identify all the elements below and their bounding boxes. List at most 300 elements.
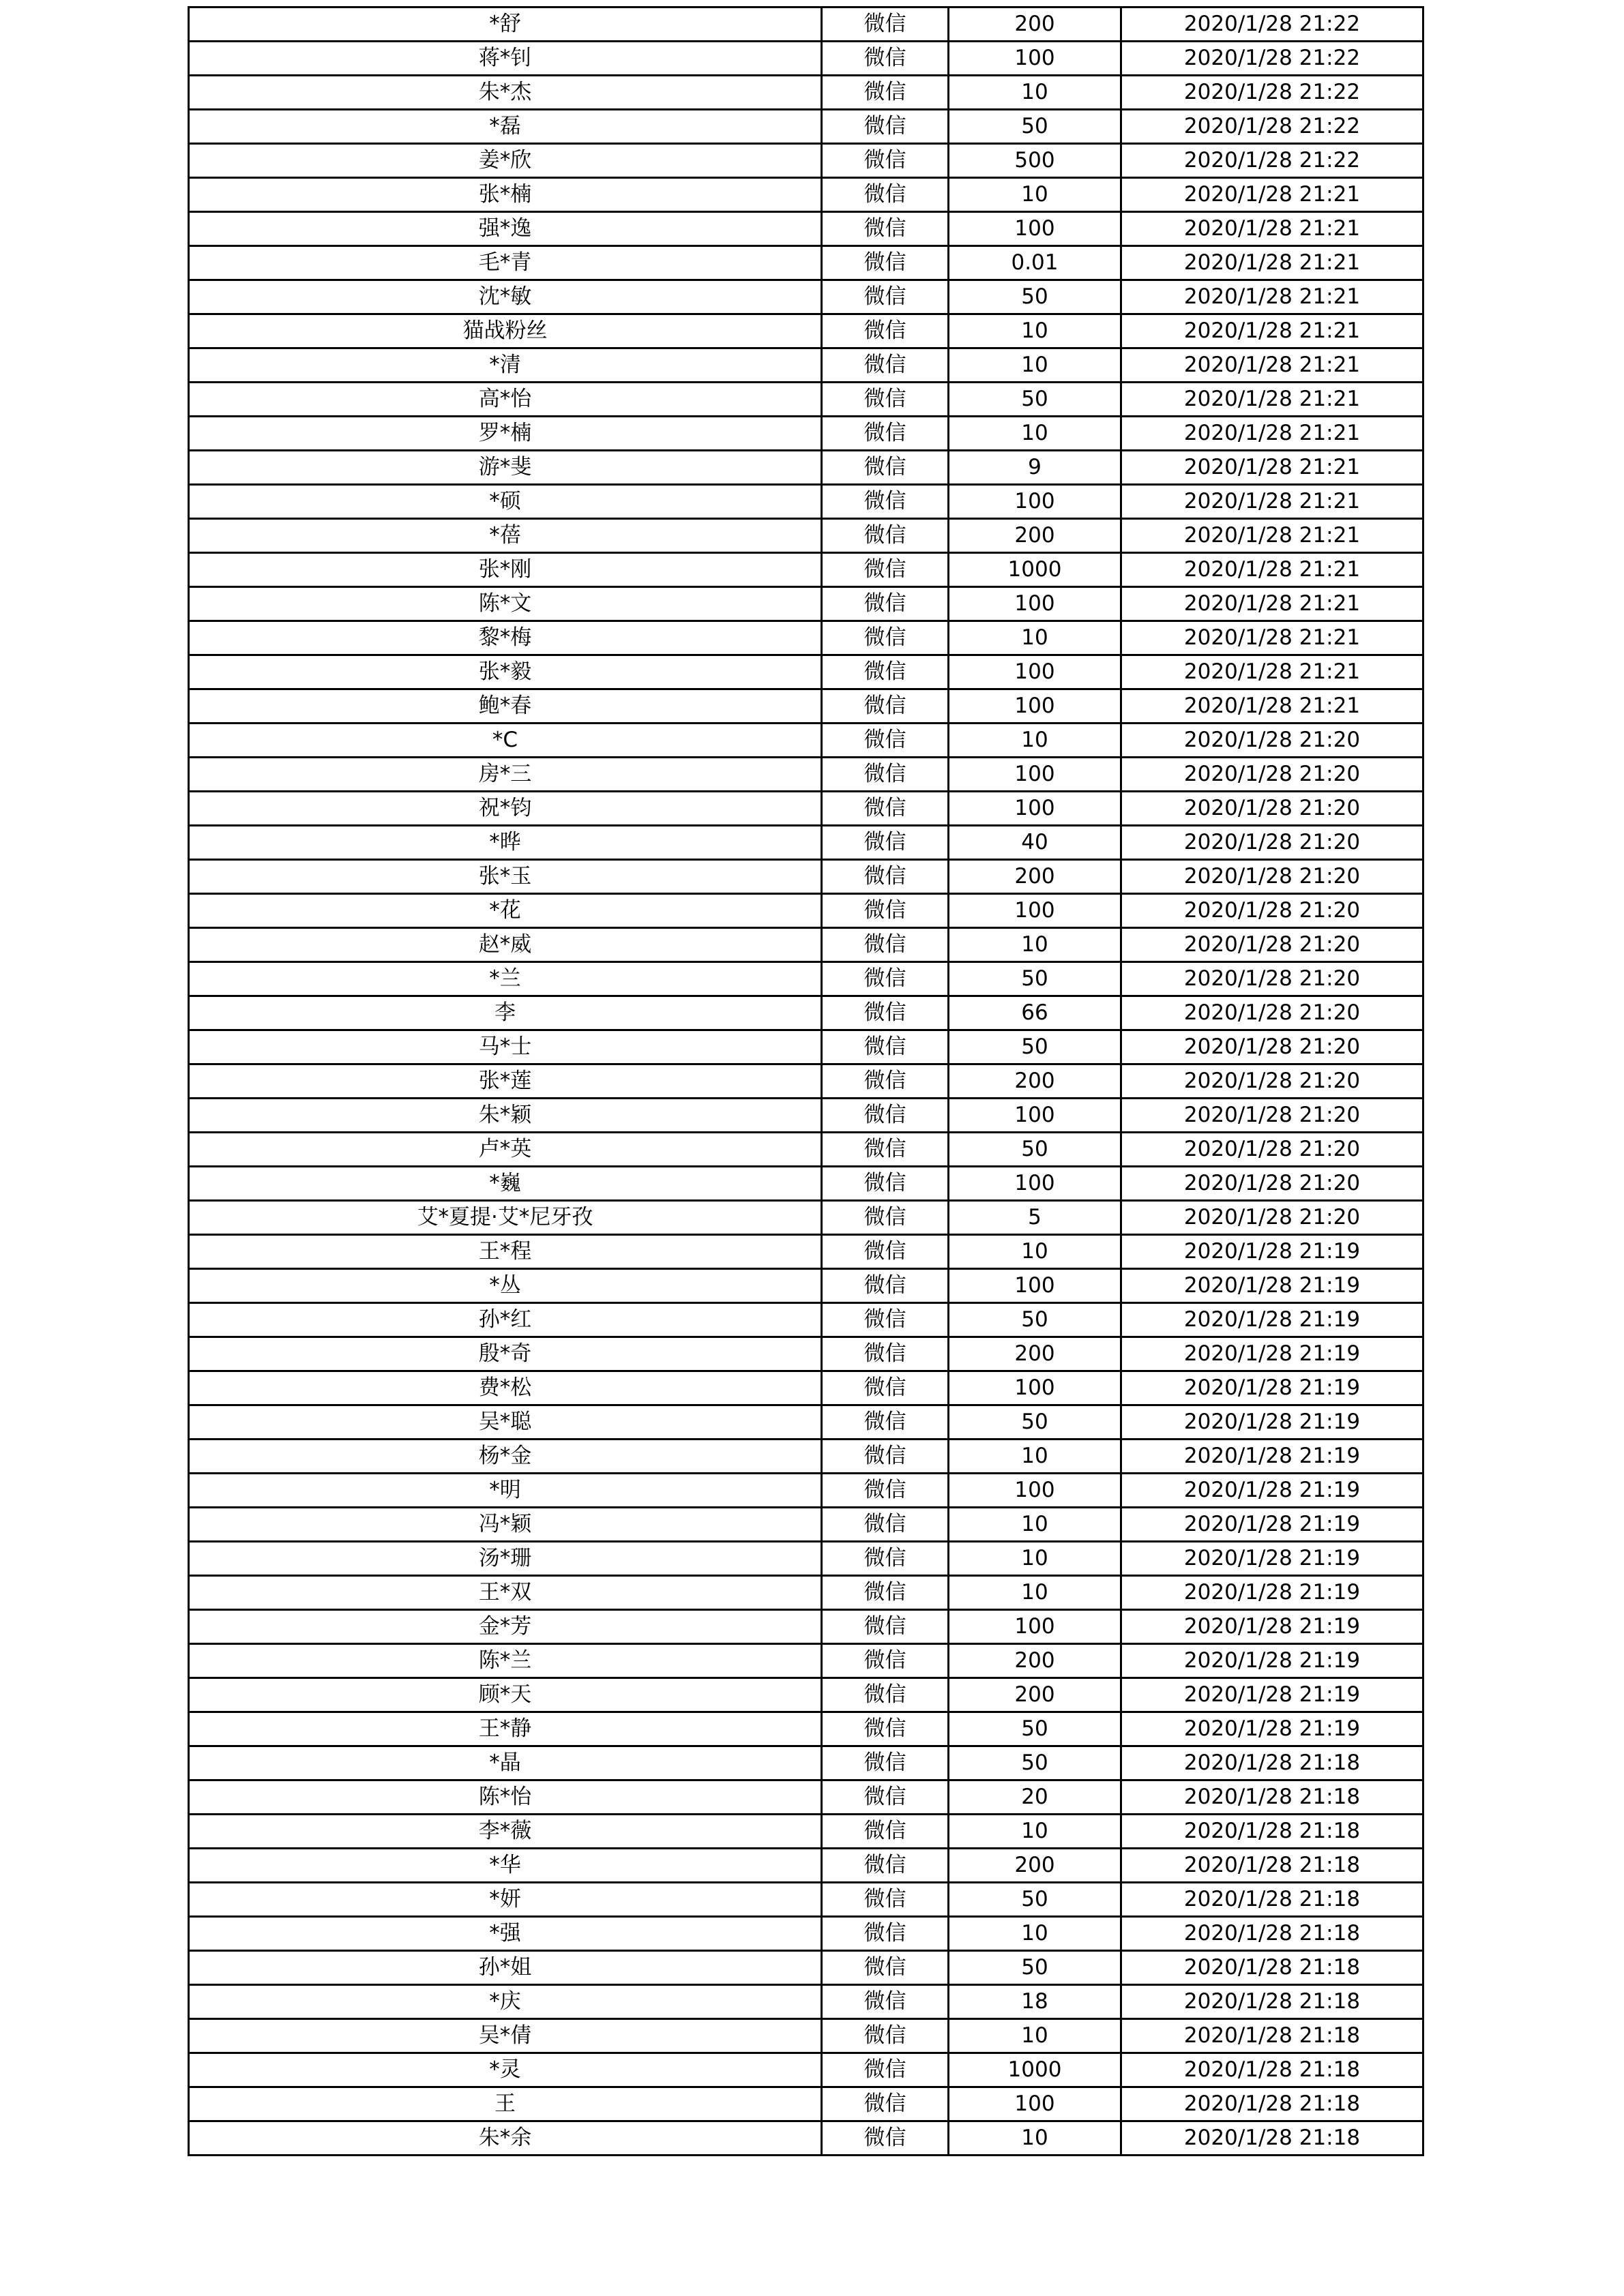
amount-cell: 100 — [949, 1099, 1121, 1133]
table-row — [189, 8, 1423, 42]
amount-cell: 200 — [949, 8, 1121, 42]
timestamp-cell: 2020/1/28 21:20 — [1121, 1167, 1423, 1201]
timestamp-cell: 2020/1/28 21:20 — [1121, 826, 1423, 860]
donation-table — [188, 6, 1424, 2156]
timestamp-cell: 2020/1/28 21:18 — [1121, 1917, 1423, 1951]
amount-cell: 50 — [949, 1883, 1121, 1917]
donor-name-cell: 王*静 — [189, 1712, 822, 1746]
payment-method-cell: 微信 — [822, 1440, 949, 1474]
amount-cell: 50 — [949, 383, 1121, 417]
amount-cell: 50 — [949, 1712, 1121, 1746]
table-row — [189, 1133, 1423, 1167]
donor-name-cell: 高*怡 — [189, 383, 822, 417]
amount-cell: 100 — [949, 587, 1121, 621]
timestamp-cell: 2020/1/28 21:19 — [1121, 1644, 1423, 1678]
table-row — [189, 212, 1423, 246]
payment-method-cell: 微信 — [822, 1337, 949, 1371]
timestamp-cell: 2020/1/28 21:20 — [1121, 996, 1423, 1030]
table-row — [189, 1235, 1423, 1269]
amount-cell: 10 — [949, 928, 1121, 962]
payment-method-cell: 微信 — [822, 2121, 949, 2156]
payment-method-cell: 微信 — [822, 1576, 949, 1610]
payment-method-cell: 微信 — [822, 1371, 949, 1405]
timestamp-cell: 2020/1/28 21:21 — [1121, 621, 1423, 655]
payment-method-cell: 微信 — [822, 724, 949, 758]
table-row — [189, 42, 1423, 76]
amount-cell: 10 — [949, 1917, 1121, 1951]
timestamp-cell: 2020/1/28 21:18 — [1121, 1985, 1423, 2019]
table-row — [189, 1644, 1423, 1678]
table-row — [189, 860, 1423, 894]
timestamp-cell: 2020/1/28 21:20 — [1121, 724, 1423, 758]
amount-cell: 100 — [949, 1610, 1121, 1644]
table-row — [189, 758, 1423, 792]
payment-method-cell: 微信 — [822, 860, 949, 894]
amount-cell: 10 — [949, 178, 1121, 212]
payment-method-cell: 微信 — [822, 1167, 949, 1201]
payment-method-cell: 微信 — [822, 894, 949, 928]
timestamp-cell: 2020/1/28 21:18 — [1121, 1746, 1423, 1780]
amount-cell: 50 — [949, 1133, 1121, 1167]
timestamp-cell: 2020/1/28 21:19 — [1121, 1508, 1423, 1542]
payment-method-cell: 微信 — [822, 2053, 949, 2087]
donor-name-cell: 王*程 — [189, 1235, 822, 1269]
donor-name-cell: *蓓 — [189, 519, 822, 553]
payment-method-cell: 微信 — [822, 212, 949, 246]
table-row — [189, 451, 1423, 485]
payment-method-cell: 微信 — [822, 1644, 949, 1678]
table-row — [189, 587, 1423, 621]
table-row — [189, 928, 1423, 962]
amount-cell: 40 — [949, 826, 1121, 860]
amount-cell: 10 — [949, 1508, 1121, 1542]
amount-cell: 10 — [949, 2121, 1121, 2156]
timestamp-cell: 2020/1/28 21:20 — [1121, 894, 1423, 928]
amount-cell: 200 — [949, 519, 1121, 553]
payment-method-cell: 微信 — [822, 1099, 949, 1133]
table-row — [189, 1064, 1423, 1099]
donor-name-cell: *灵 — [189, 2053, 822, 2087]
donor-name-cell: *清 — [189, 348, 822, 383]
table-row — [189, 1576, 1423, 1610]
payment-method-cell: 微信 — [822, 1542, 949, 1576]
donor-name-cell: 顾*天 — [189, 1678, 822, 1712]
amount-cell: 50 — [949, 1405, 1121, 1440]
donor-name-cell: 赵*威 — [189, 928, 822, 962]
donor-name-cell: 黎*梅 — [189, 621, 822, 655]
payment-method-cell: 微信 — [822, 996, 949, 1030]
amount-cell: 100 — [949, 212, 1121, 246]
timestamp-cell: 2020/1/28 21:18 — [1121, 1815, 1423, 1849]
timestamp-cell: 2020/1/28 21:20 — [1121, 792, 1423, 826]
donor-name-cell: 王 — [189, 2087, 822, 2121]
table-row — [189, 1167, 1423, 1201]
donor-name-cell: 卢*英 — [189, 1133, 822, 1167]
amount-cell: 100 — [949, 655, 1121, 689]
timestamp-cell: 2020/1/28 21:20 — [1121, 1099, 1423, 1133]
timestamp-cell: 2020/1/28 21:21 — [1121, 246, 1423, 280]
donor-name-cell: 罗*楠 — [189, 417, 822, 451]
amount-cell: 50 — [949, 1951, 1121, 1985]
donor-name-cell: 李 — [189, 996, 822, 1030]
payment-method-cell: 微信 — [822, 280, 949, 314]
donor-name-cell: 孙*姐 — [189, 1951, 822, 1985]
amount-cell: 100 — [949, 792, 1121, 826]
table-row — [189, 417, 1423, 451]
timestamp-cell: 2020/1/28 21:19 — [1121, 1405, 1423, 1440]
timestamp-cell: 2020/1/28 21:21 — [1121, 587, 1423, 621]
payment-method-cell: 微信 — [822, 110, 949, 144]
donor-name-cell: *花 — [189, 894, 822, 928]
table-row — [189, 2053, 1423, 2087]
table-row — [189, 962, 1423, 996]
amount-cell: 100 — [949, 894, 1121, 928]
timestamp-cell: 2020/1/28 21:18 — [1121, 2019, 1423, 2053]
amount-cell: 20 — [949, 1780, 1121, 1815]
table-row — [189, 1883, 1423, 1917]
table-row — [189, 2019, 1423, 2053]
donor-name-cell: 吴*聪 — [189, 1405, 822, 1440]
donor-name-cell: 鲍*春 — [189, 689, 822, 724]
payment-method-cell: 微信 — [822, 144, 949, 178]
payment-method-cell: 微信 — [822, 178, 949, 212]
donor-name-cell: 蒋*钊 — [189, 42, 822, 76]
donor-name-cell: 王*双 — [189, 1576, 822, 1610]
payment-method-cell: 微信 — [822, 1985, 949, 2019]
donor-name-cell: 猫战粉丝 — [189, 314, 822, 348]
payment-method-cell: 微信 — [822, 2019, 949, 2053]
timestamp-cell: 2020/1/28 21:19 — [1121, 1371, 1423, 1405]
payment-method-cell: 微信 — [822, 1849, 949, 1883]
table-row — [189, 1985, 1423, 2019]
donor-name-cell: 张*楠 — [189, 178, 822, 212]
amount-cell: 100 — [949, 1269, 1121, 1303]
timestamp-cell: 2020/1/28 21:18 — [1121, 2121, 1423, 2156]
donor-name-cell: *强 — [189, 1917, 822, 1951]
table-row — [189, 383, 1423, 417]
amount-cell: 10 — [949, 1235, 1121, 1269]
payment-method-cell: 微信 — [822, 1678, 949, 1712]
amount-cell: 200 — [949, 1337, 1121, 1371]
amount-cell: 50 — [949, 1030, 1121, 1064]
timestamp-cell: 2020/1/28 21:19 — [1121, 1678, 1423, 1712]
donor-name-cell: 汤*珊 — [189, 1542, 822, 1576]
table-row — [189, 621, 1423, 655]
amount-cell: 10 — [949, 724, 1121, 758]
table-row — [189, 1610, 1423, 1644]
table-row — [189, 1474, 1423, 1508]
payment-method-cell: 微信 — [822, 1746, 949, 1780]
timestamp-cell: 2020/1/28 21:21 — [1121, 553, 1423, 587]
table-row — [189, 1678, 1423, 1712]
donation-table-body — [189, 8, 1423, 2156]
amount-cell: 0.01 — [949, 246, 1121, 280]
amount-cell: 10 — [949, 1576, 1121, 1610]
amount-cell: 10 — [949, 1815, 1121, 1849]
amount-cell: 100 — [949, 1371, 1121, 1405]
donor-name-cell: *晔 — [189, 826, 822, 860]
donor-name-cell: 殷*奇 — [189, 1337, 822, 1371]
donor-name-cell: 姜*欣 — [189, 144, 822, 178]
donor-name-cell: *巍 — [189, 1167, 822, 1201]
payment-method-cell: 微信 — [822, 758, 949, 792]
table-row — [189, 1712, 1423, 1746]
amount-cell: 200 — [949, 1644, 1121, 1678]
donor-name-cell: 陈*怡 — [189, 1780, 822, 1815]
timestamp-cell: 2020/1/28 21:19 — [1121, 1542, 1423, 1576]
payment-method-cell: 微信 — [822, 1201, 949, 1235]
donor-name-cell: 房*三 — [189, 758, 822, 792]
table-row — [189, 792, 1423, 826]
amount-cell: 5 — [949, 1201, 1121, 1235]
payment-method-cell: 微信 — [822, 928, 949, 962]
timestamp-cell: 2020/1/28 21:19 — [1121, 1303, 1423, 1337]
payment-method-cell: 微信 — [822, 8, 949, 42]
amount-cell: 10 — [949, 348, 1121, 383]
table-row — [189, 655, 1423, 689]
donor-name-cell: *兰 — [189, 962, 822, 996]
amount-cell: 500 — [949, 144, 1121, 178]
timestamp-cell: 2020/1/28 21:18 — [1121, 1883, 1423, 1917]
donor-name-cell: 冯*颖 — [189, 1508, 822, 1542]
table-row — [189, 76, 1423, 110]
amount-cell: 100 — [949, 2087, 1121, 2121]
timestamp-cell: 2020/1/28 21:22 — [1121, 8, 1423, 42]
payment-method-cell: 微信 — [822, 1064, 949, 1099]
table-row — [189, 1303, 1423, 1337]
payment-method-cell: 微信 — [822, 826, 949, 860]
timestamp-cell: 2020/1/28 21:21 — [1121, 519, 1423, 553]
timestamp-cell: 2020/1/28 21:22 — [1121, 76, 1423, 110]
payment-method-cell: 微信 — [822, 1951, 949, 1985]
donor-name-cell: 朱*颖 — [189, 1099, 822, 1133]
table-row — [189, 314, 1423, 348]
amount-cell: 200 — [949, 1849, 1121, 1883]
table-row — [189, 1099, 1423, 1133]
amount-cell: 50 — [949, 110, 1121, 144]
payment-method-cell: 微信 — [822, 621, 949, 655]
table-row — [189, 1508, 1423, 1542]
amount-cell: 100 — [949, 485, 1121, 519]
table-row — [189, 246, 1423, 280]
payment-method-cell: 微信 — [822, 792, 949, 826]
donor-name-cell: 费*松 — [189, 1371, 822, 1405]
donor-name-cell: 孙*红 — [189, 1303, 822, 1337]
timestamp-cell: 2020/1/28 21:21 — [1121, 314, 1423, 348]
table-row — [189, 894, 1423, 928]
amount-cell: 100 — [949, 689, 1121, 724]
amount-cell: 10 — [949, 417, 1121, 451]
amount-cell: 200 — [949, 860, 1121, 894]
payment-method-cell: 微信 — [822, 1303, 949, 1337]
payment-method-cell: 微信 — [822, 962, 949, 996]
payment-method-cell: 微信 — [822, 1883, 949, 1917]
timestamp-cell: 2020/1/28 21:19 — [1121, 1235, 1423, 1269]
payment-method-cell: 微信 — [822, 417, 949, 451]
payment-method-cell: 微信 — [822, 587, 949, 621]
payment-method-cell: 微信 — [822, 314, 949, 348]
donor-name-cell: *丛 — [189, 1269, 822, 1303]
table-row — [189, 553, 1423, 587]
table-row — [189, 1542, 1423, 1576]
amount-cell: 200 — [949, 1064, 1121, 1099]
payment-method-cell: 微信 — [822, 1133, 949, 1167]
timestamp-cell: 2020/1/28 21:20 — [1121, 1133, 1423, 1167]
timestamp-cell: 2020/1/28 21:21 — [1121, 485, 1423, 519]
timestamp-cell: 2020/1/28 21:21 — [1121, 178, 1423, 212]
table-row — [189, 280, 1423, 314]
table-row — [189, 1951, 1423, 1985]
timestamp-cell: 2020/1/28 21:21 — [1121, 212, 1423, 246]
donor-name-cell: 张*毅 — [189, 655, 822, 689]
donor-name-cell: 游*斐 — [189, 451, 822, 485]
amount-cell: 10 — [949, 1440, 1121, 1474]
table-row — [189, 724, 1423, 758]
amount-cell: 50 — [949, 962, 1121, 996]
timestamp-cell: 2020/1/28 21:21 — [1121, 280, 1423, 314]
payment-method-cell: 微信 — [822, 1815, 949, 1849]
payment-method-cell: 微信 — [822, 519, 949, 553]
donor-name-cell: *磊 — [189, 110, 822, 144]
donor-name-cell: 朱*余 — [189, 2121, 822, 2156]
donor-name-cell: 李*薇 — [189, 1815, 822, 1849]
amount-cell: 50 — [949, 1303, 1121, 1337]
timestamp-cell: 2020/1/28 21:19 — [1121, 1440, 1423, 1474]
donor-name-cell: 马*士 — [189, 1030, 822, 1064]
donor-name-cell: 朱*杰 — [189, 76, 822, 110]
timestamp-cell: 2020/1/28 21:20 — [1121, 860, 1423, 894]
table-row — [189, 1440, 1423, 1474]
donor-name-cell: 张*玉 — [189, 860, 822, 894]
timestamp-cell: 2020/1/28 21:22 — [1121, 42, 1423, 76]
payment-method-cell: 微信 — [822, 655, 949, 689]
payment-method-cell: 微信 — [822, 485, 949, 519]
table-row — [189, 1269, 1423, 1303]
timestamp-cell: 2020/1/28 21:22 — [1121, 144, 1423, 178]
donor-name-cell: *晶 — [189, 1746, 822, 1780]
timestamp-cell: 2020/1/28 21:21 — [1121, 383, 1423, 417]
table-row — [189, 1405, 1423, 1440]
timestamp-cell: 2020/1/28 21:19 — [1121, 1610, 1423, 1644]
payment-method-cell: 微信 — [822, 246, 949, 280]
donor-name-cell: *硕 — [189, 485, 822, 519]
timestamp-cell: 2020/1/28 21:22 — [1121, 110, 1423, 144]
donor-name-cell: *明 — [189, 1474, 822, 1508]
donor-name-cell: 毛*青 — [189, 246, 822, 280]
timestamp-cell: 2020/1/28 21:18 — [1121, 1951, 1423, 1985]
amount-cell: 100 — [949, 1167, 1121, 1201]
timestamp-cell: 2020/1/28 21:19 — [1121, 1712, 1423, 1746]
payment-method-cell: 微信 — [822, 348, 949, 383]
table-row — [189, 1201, 1423, 1235]
donor-name-cell: 张*莲 — [189, 1064, 822, 1099]
table-row — [189, 178, 1423, 212]
table-row — [189, 1030, 1423, 1064]
timestamp-cell: 2020/1/28 21:20 — [1121, 1064, 1423, 1099]
payment-method-cell: 微信 — [822, 1474, 949, 1508]
payment-method-cell: 微信 — [822, 1712, 949, 1746]
payment-method-cell: 微信 — [822, 689, 949, 724]
amount-cell: 10 — [949, 76, 1121, 110]
table-row — [189, 144, 1423, 178]
amount-cell: 10 — [949, 314, 1121, 348]
donor-name-cell: *C — [189, 724, 822, 758]
amount-cell: 200 — [949, 1678, 1121, 1712]
amount-cell: 66 — [949, 996, 1121, 1030]
timestamp-cell: 2020/1/28 21:18 — [1121, 2087, 1423, 2121]
payment-method-cell: 微信 — [822, 1780, 949, 1815]
payment-method-cell: 微信 — [822, 1917, 949, 1951]
donor-name-cell: 陈*兰 — [189, 1644, 822, 1678]
donor-name-cell: 沈*敏 — [189, 280, 822, 314]
amount-cell: 50 — [949, 1746, 1121, 1780]
table-row — [189, 826, 1423, 860]
table-row — [189, 2121, 1423, 2156]
amount-cell: 1000 — [949, 2053, 1121, 2087]
donor-name-cell: 张*刚 — [189, 553, 822, 587]
timestamp-cell: 2020/1/28 21:18 — [1121, 1849, 1423, 1883]
payment-method-cell: 微信 — [822, 1235, 949, 1269]
payment-method-cell: 微信 — [822, 1405, 949, 1440]
timestamp-cell: 2020/1/28 21:18 — [1121, 2053, 1423, 2087]
timestamp-cell: 2020/1/28 21:20 — [1121, 758, 1423, 792]
payment-method-cell: 微信 — [822, 451, 949, 485]
table-row — [189, 2087, 1423, 2121]
table-row — [189, 1849, 1423, 1883]
table-row — [189, 1371, 1423, 1405]
amount-cell: 10 — [949, 621, 1121, 655]
payment-method-cell: 微信 — [822, 1030, 949, 1064]
table-row — [189, 348, 1423, 383]
payment-method-cell: 微信 — [822, 1508, 949, 1542]
timestamp-cell: 2020/1/28 21:21 — [1121, 348, 1423, 383]
amount-cell: 50 — [949, 280, 1121, 314]
donor-name-cell: *庆 — [189, 1985, 822, 2019]
timestamp-cell: 2020/1/28 21:21 — [1121, 689, 1423, 724]
table-row — [189, 519, 1423, 553]
table-row — [189, 1917, 1423, 1951]
timestamp-cell: 2020/1/28 21:19 — [1121, 1337, 1423, 1371]
payment-method-cell: 微信 — [822, 383, 949, 417]
payment-method-cell: 微信 — [822, 2087, 949, 2121]
amount-cell: 100 — [949, 758, 1121, 792]
donor-name-cell: 艾*夏提·艾*尼牙孜 — [189, 1201, 822, 1235]
donor-name-cell: *华 — [189, 1849, 822, 1883]
table-row — [189, 1780, 1423, 1815]
table-row — [189, 110, 1423, 144]
amount-cell: 18 — [949, 1985, 1121, 2019]
donor-name-cell: 强*逸 — [189, 212, 822, 246]
payment-method-cell: 微信 — [822, 1269, 949, 1303]
amount-cell: 9 — [949, 451, 1121, 485]
donor-name-cell: 陈*文 — [189, 587, 822, 621]
timestamp-cell: 2020/1/28 21:20 — [1121, 1201, 1423, 1235]
donor-name-cell: *妍 — [189, 1883, 822, 1917]
table-row — [189, 1746, 1423, 1780]
donor-name-cell: *舒 — [189, 8, 822, 42]
table-row — [189, 485, 1423, 519]
donor-name-cell: 吴*倩 — [189, 2019, 822, 2053]
payment-method-cell: 微信 — [822, 1610, 949, 1644]
amount-cell: 10 — [949, 2019, 1121, 2053]
table-row — [189, 689, 1423, 724]
donor-name-cell: 祝*钧 — [189, 792, 822, 826]
donor-name-cell: 杨*金 — [189, 1440, 822, 1474]
payment-method-cell: 微信 — [822, 76, 949, 110]
donor-name-cell: 金*芳 — [189, 1610, 822, 1644]
timestamp-cell: 2020/1/28 21:21 — [1121, 451, 1423, 485]
timestamp-cell: 2020/1/28 21:19 — [1121, 1474, 1423, 1508]
